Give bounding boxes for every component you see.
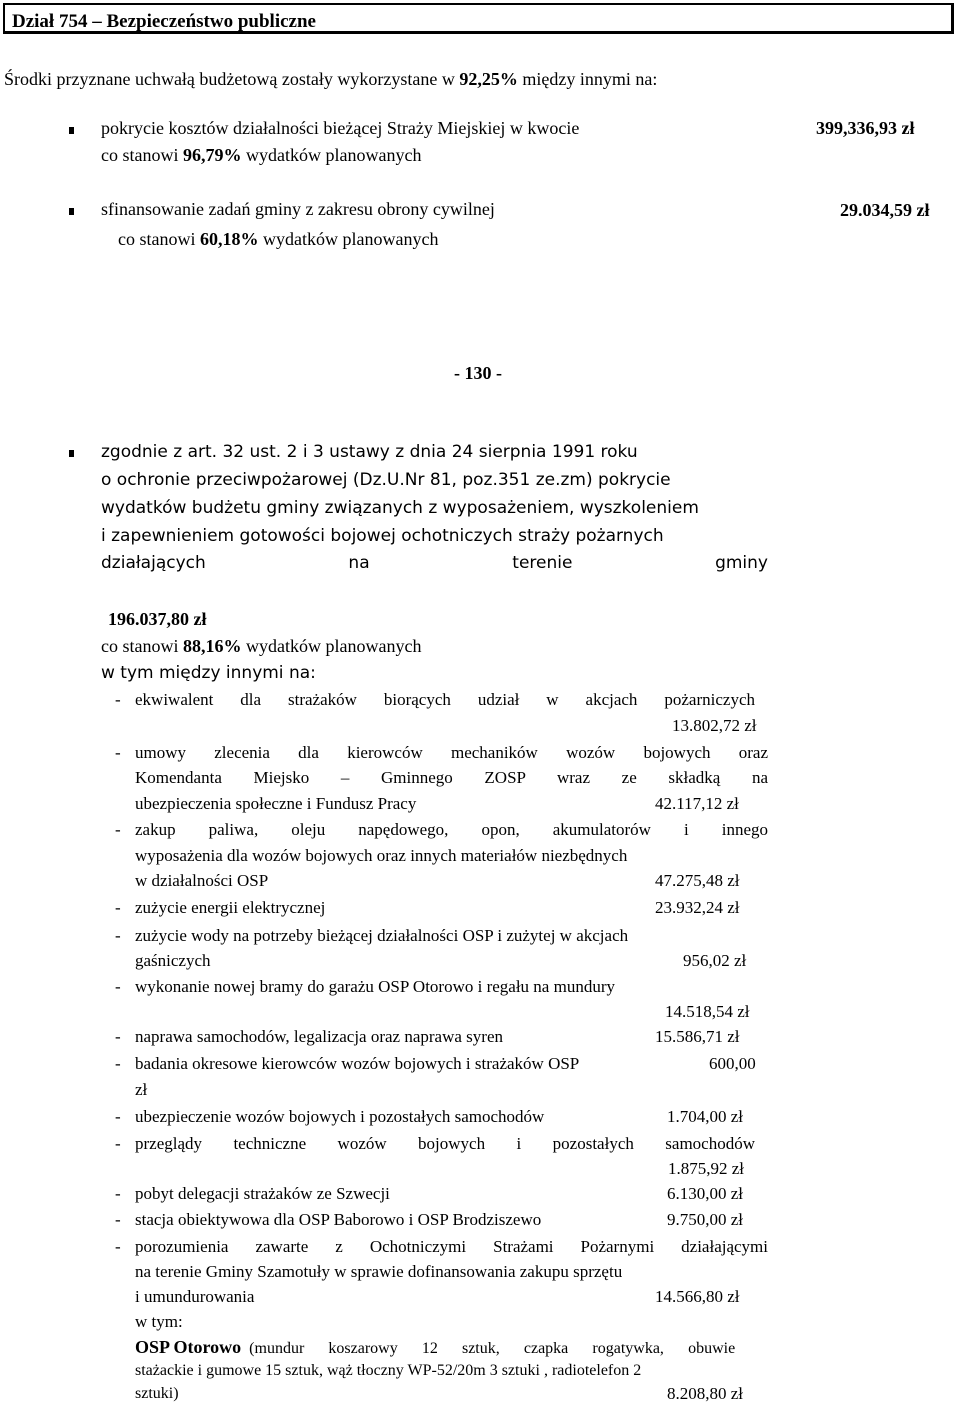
expense-5-line2: gaśniczych [135, 951, 211, 970]
expense-11-line1: pobyt delegacji strażaków ze Szwecji [135, 1184, 390, 1203]
osp-subhead: w tym między innymi na: [101, 663, 316, 683]
expense-13-amount: 14.566,80 zł [655, 1287, 740, 1306]
list-dash: - [115, 977, 121, 996]
expense-8-line1: badania okresowe kierowców wozów bojowych i strażaków OSP [135, 1054, 580, 1073]
expense-13-line1: porozumienia zawarte z Ochotniczymi Strażami Pożarnymi działającymi [135, 1237, 768, 1256]
otorowo-line1 [135, 1337, 735, 1358]
list-dash: - [115, 1237, 121, 1256]
list-dash: - [115, 1107, 121, 1126]
expense-10-line1: przeglądy techniczne wozów bojowych i pozostałych samochodów [135, 1134, 755, 1153]
expense-8-currency: zł [135, 1080, 148, 1099]
item-1-amount: 399,336,93 zł [816, 118, 915, 138]
item-2-line1: sfinansowanie zadań gminy z zakresu obrony cywilnej [101, 199, 495, 219]
expense-7-amount: 15.586,71 zł [655, 1027, 740, 1046]
expense-3-line1: zakup paliwa, oleju napędowego, opon, akumulatorów i innego [135, 820, 768, 839]
expense-13-line2: na terenie Gminy Szamotuły w sprawie dofinansowania zakupu sprzętu [135, 1262, 623, 1281]
expense-5-line1: zużycie wody na potrzeby bieżącej działalności OSP i zużytej w akcjach [135, 926, 629, 945]
expense-13-line3: i umundurowania [135, 1287, 255, 1306]
bullet-icon [69, 127, 74, 134]
list-dash: - [115, 926, 121, 945]
otorowo-details-3: sztuki) [135, 1385, 179, 1402]
expense-7-line1: naprawa samochodów, legalizacja oraz naprawa syren [135, 1027, 503, 1046]
item-1-line2: co stanowi 96,79% wydatków planowanych [101, 145, 422, 165]
expense-2-amount: 42.117,12 zł [655, 794, 739, 813]
page-number: - 130 - [454, 363, 502, 383]
list-dash: - [115, 1210, 121, 1229]
expense-1-line1: ekwiwalent dla strażaków biorących udział w akcjach pożarniczych [135, 690, 755, 709]
expense-12-amount: 9.750,00 zł [667, 1210, 744, 1229]
expense-8-amount: 600,00 [709, 1054, 756, 1073]
expense-1-amount: 13.802,72 zł [672, 716, 757, 735]
osp-line2: o ochronie przeciwpożarowej (Dz.U.Nr 81, poz.351 ze.zm) pokrycie [101, 470, 671, 490]
intro-percent: 92,25% [459, 69, 518, 89]
intro-suffix: między innymi na: [517, 69, 658, 89]
expense-5-amount: 956,02 zł [683, 951, 747, 970]
w-tym-label: w tym: [135, 1312, 183, 1331]
osp-line3: wydatków budżetu gminy związanych z wyposażeniem, wyszkoleniem [101, 498, 699, 518]
otorowo-amount: 8.208,80 zł [667, 1384, 744, 1403]
expense-2-line2: Komendanta Miejsko – Gminnego ZOSP wraz ze składką na [135, 768, 768, 787]
list-dash: - [115, 820, 121, 839]
section-header-box [3, 3, 954, 34]
intro-paragraph [4, 69, 657, 90]
expense-2-line3: ubezpieczenia społeczne i Fundusz Pracy [135, 794, 417, 813]
bullet-icon [69, 208, 74, 215]
expense-3-amount: 47.275,48 zł [655, 871, 740, 890]
list-dash: - [115, 1027, 121, 1046]
expense-10-amount: 1.875,92 zł [668, 1159, 745, 1178]
osp-line5: działających na terenie gminy [101, 553, 768, 573]
expense-4-amount: 23.932,24 zł [655, 898, 740, 917]
expense-6-line1: wykonanie nowej bramy do garażu OSP Otorowo i regału na mundury [135, 977, 615, 996]
expense-3-line3: w działalności OSP [135, 871, 269, 890]
item-2-amount: 29.034,59 zł [840, 200, 930, 220]
expense-11-amount: 6.130,00 zł [667, 1184, 744, 1203]
expense-9-line1: ubezpieczenie wozów bojowych i pozostałych samochodów [135, 1107, 545, 1126]
expense-12-line1: stacja obiektywowa dla OSP Baborowo i OSP Brodziszewo [135, 1210, 542, 1229]
otorowo-label: OSP Otorowo [135, 1337, 242, 1357]
expense-4-line1: zużycie energii elektrycznej [135, 898, 326, 917]
expense-6-amount: 14.518,54 zł [665, 1002, 750, 1021]
list-dash: - [115, 1134, 121, 1153]
osp-share: co stanowi 88,16% wydatków planowanych [101, 636, 422, 656]
list-dash: - [115, 898, 121, 917]
otorowo-details-1: (mundur koszarowy 12 sztuk, czapka rogatywka, obuwie [249, 1340, 736, 1357]
bullet-icon [69, 450, 74, 457]
list-dash: - [115, 690, 121, 709]
otorowo-details-2: stażackie i gumowe 15 sztuk, wąż tłoczny WP-52/20m 3 sztuki , radiotelefon 2 [135, 1362, 642, 1379]
expense-9-amount: 1.704,00 zł [667, 1107, 744, 1126]
osp-line1: zgodnie z art. 32 ust. 2 i 3 ustawy z dnia 24 sierpnia 1991 roku [101, 442, 638, 462]
item-1-line1: pokrycie kosztów działalności bieżącej Straży Miejskiej w kwocie [101, 118, 580, 138]
osp-line4: i zapewnieniem gotowości bojowej ochotniczych straży pożarnych [101, 526, 664, 546]
expense-2-line1: umowy zlecenia dla kierowców mechaników wozów bojowych oraz [135, 743, 768, 762]
section-title: Dział 754 – Bezpieczeństwo publiczne [12, 11, 316, 32]
expense-3-line2: wyposażenia dla wozów bojowych oraz innych materiałów niezbędnych [135, 846, 628, 865]
osp-amount: 196.037,80 zł [108, 609, 207, 629]
intro-prefix: Środki przyznane uchwałą budżetową zostały wykorzystane w [4, 69, 460, 89]
list-dash: - [115, 1054, 121, 1073]
list-dash: - [115, 1184, 121, 1203]
list-dash: - [115, 743, 121, 762]
item-2-line2: co stanowi 60,18% wydatków planowanych [118, 229, 439, 249]
